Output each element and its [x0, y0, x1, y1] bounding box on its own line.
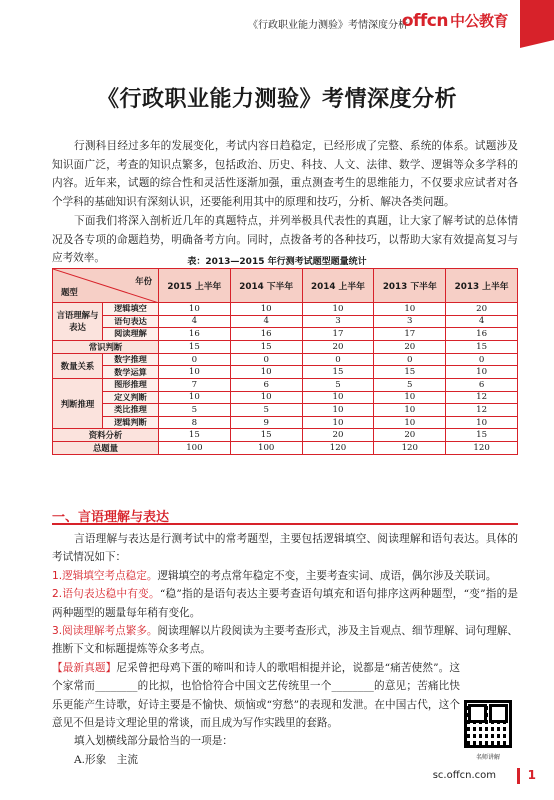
value-cell: 15 — [374, 366, 446, 379]
value-cell: 120 — [374, 442, 446, 455]
value-cell: 20 — [302, 340, 374, 353]
category-cell: 判断推理 — [53, 378, 103, 428]
value-cell: 10 — [230, 303, 302, 316]
footer-divider — [517, 768, 520, 784]
point-lead: 3.阅读理解考点繁多。 — [52, 625, 158, 638]
corner-year-label: 年份 — [135, 276, 152, 286]
table-body — [53, 303, 518, 455]
table-row — [53, 429, 518, 442]
value-cell: 0 — [446, 353, 518, 366]
column-header: 2014 下半年 — [230, 269, 302, 303]
qr-code[interactable] — [464, 700, 512, 748]
category-cell: 资料分析 — [53, 429, 159, 442]
value-cell: 6 — [230, 378, 302, 391]
value-cell: 10 — [446, 416, 518, 429]
section-heading-bar — [52, 503, 518, 525]
value-cell: 10 — [230, 366, 302, 379]
corner-type-label: 题型 — [61, 287, 78, 297]
subtype-cell: 数字推理 — [103, 353, 159, 366]
logo-cn: 中公教育 — [449, 12, 508, 30]
subtype-cell: 逻辑填空 — [103, 303, 159, 316]
value-cell: 0 — [302, 353, 374, 366]
value-cell: 6 — [446, 378, 518, 391]
value-cell: 15 — [446, 429, 518, 442]
table-row — [53, 442, 518, 455]
value-cell: 4 — [446, 315, 518, 328]
value-cell: 17 — [302, 328, 374, 341]
category-cell: 常识判断 — [53, 340, 159, 353]
value-cell: 4 — [159, 315, 231, 328]
intro-paragraph-1: 行测科目经过多年的发展变化，考试内容日趋稳定，已经形成了完整、系统的体系。试题涉及知识面广泛，考查的知识点繁多，包括政治、历史、科技、人文、法律、数学、逻辑等众多学科的内容。近年来，试题的综合性和灵活性逐渐加强，重点测查考生的思维能力，不仅要求应试者对各个学科的基础知识有深刻认识，还要能利用其中的原理和技巧，分析、解决各类问题。 — [52, 140, 518, 208]
section-intro: 言语理解与表达是行测考试中的常考题型，主要包括逻辑填空、阅读理解和语句表达。具体的考试情况如下： — [52, 533, 518, 564]
value-cell: 9 — [230, 416, 302, 429]
value-cell: 100 — [230, 442, 302, 455]
value-cell: 12 — [446, 404, 518, 417]
value-cell: 10 — [159, 366, 231, 379]
subtype-cell: 类比推理 — [103, 404, 159, 417]
value-cell: 10 — [374, 303, 446, 316]
value-cell: 120 — [446, 442, 518, 455]
table-row — [53, 303, 518, 316]
value-cell: 10 — [302, 303, 374, 316]
point-lead: 1.逻辑填空考点稳定。 — [52, 569, 158, 582]
value-cell: 8 — [159, 416, 231, 429]
header-corner-tab — [520, 0, 554, 40]
category-cell: 数量关系 — [53, 353, 103, 378]
footer-url[interactable]: sc.offcn.com — [432, 770, 496, 781]
table-row — [53, 391, 518, 404]
page-title: 《行政职业能力测验》考情深度分析 — [96, 87, 457, 112]
value-cell: 15 — [159, 340, 231, 353]
point-text: 阅读理解以片段阅读为主要考查形式，涉及主旨观点、细节理解、词句理解、推断下文和标题提炼等众多考点。 — [52, 625, 519, 656]
point-lead: 2.语句表达稳中有变。 — [52, 588, 160, 601]
value-cell: 10 — [374, 391, 446, 404]
offcn-logo — [402, 10, 508, 31]
value-cell: 10 — [159, 303, 231, 316]
value-cell: 10 — [446, 366, 518, 379]
value-cell: 16 — [446, 328, 518, 341]
table-row — [53, 378, 518, 391]
column-header: 2015 上半年 — [159, 269, 231, 303]
table-row — [53, 328, 518, 341]
value-cell: 15 — [230, 340, 302, 353]
table-caption: 表：2013—2015 年行测考试题型题量统计 — [187, 257, 367, 267]
value-cell: 4 — [230, 315, 302, 328]
table-row — [53, 315, 518, 328]
value-cell: 5 — [302, 378, 374, 391]
value-cell: 10 — [302, 416, 374, 429]
value-cell: 15 — [446, 340, 518, 353]
table-corner-cell — [53, 269, 159, 303]
subtype-cell: 语句表达 — [103, 315, 159, 328]
value-cell: 17 — [374, 328, 446, 341]
subtype-cell: 数学运算 — [103, 366, 159, 379]
column-header: 2013 下半年 — [374, 269, 446, 303]
value-cell: 5 — [230, 404, 302, 417]
running-title: 《行政职业能力测验》考情深度分析 — [248, 20, 408, 31]
column-header: 2013 上半年 — [446, 269, 518, 303]
table-row — [53, 416, 518, 429]
value-cell: 12 — [446, 391, 518, 404]
page-header — [0, 0, 554, 46]
table-row — [53, 366, 518, 379]
category-cell: 言语理解与表达 — [53, 303, 103, 341]
value-cell: 10 — [374, 404, 446, 417]
point-3 — [52, 622, 518, 659]
value-cell: 15 — [230, 429, 302, 442]
value-cell: 20 — [302, 429, 374, 442]
value-cell: 120 — [302, 442, 374, 455]
intro-paragraph-2: 下面我们将深入剖析近几年的真题特点，并列举极具代表性的真题，让大家了解考试的总体情况及各专项的命题趋势，明确备考方向。同时，点拨备考的各种技巧，以帮助大家有效提高复习与应考效率。 — [52, 215, 518, 264]
value-cell: 10 — [374, 416, 446, 429]
point-text: 逻辑填空的考点常年稳定不变，主要考查实词、成语，偶尔涉及关联词。 — [157, 569, 497, 582]
value-cell: 16 — [230, 328, 302, 341]
value-cell: 0 — [230, 353, 302, 366]
value-cell: 15 — [159, 429, 231, 442]
subtype-cell: 图形推理 — [103, 378, 159, 391]
point-text: “稳”指的是语句表达主要考查语句填充和语句排序这两种题型，“变”指的是两种题型的题量每年稍有变化。 — [52, 588, 519, 619]
question-prompt: 填入划横线部分最恰当的一项是： — [74, 735, 233, 748]
logo-latin: offcn — [401, 11, 448, 31]
value-cell: 16 — [159, 328, 231, 341]
page-number: 1 — [527, 768, 536, 782]
example-text: 尼采曾把母鸡下蛋的啼叫和诗人的歌唱相提并论，说都是“痛苦使然”。这个家常而________的比拟，也恰恰符合中国文艺传统里一个________的意见；苦痛比快乐更能产生诗歌，好诗主要是不愉快、烦恼或“穷愁”的表现和发泄。在中国古代，这个意见不但是诗文理论里的常谈，而且成为写作实践里的套路。 — [52, 661, 460, 730]
table-row — [53, 404, 518, 417]
example-question — [52, 659, 518, 733]
value-cell: 20 — [374, 340, 446, 353]
value-cell: 15 — [302, 366, 374, 379]
question-count-table — [52, 268, 518, 455]
example-tag: 【最新真题】 — [52, 661, 117, 674]
subtype-cell: 阅读理解 — [103, 328, 159, 341]
column-header: 2014 上半年 — [302, 269, 374, 303]
option-a: A.形象 主流 — [74, 753, 138, 766]
value-cell: 20 — [446, 303, 518, 316]
table-row — [53, 353, 518, 366]
point-2 — [52, 585, 518, 622]
qr-label: 名师讲解 — [475, 754, 500, 761]
value-cell: 5 — [374, 378, 446, 391]
value-cell: 20 — [374, 429, 446, 442]
value-cell: 0 — [159, 353, 231, 366]
value-cell: 10 — [302, 391, 374, 404]
value-cell: 10 — [302, 404, 374, 417]
value-cell: 5 — [159, 404, 231, 417]
value-cell: 100 — [159, 442, 231, 455]
point-1 — [52, 567, 518, 585]
value-cell: 3 — [374, 315, 446, 328]
value-cell: 3 — [302, 315, 374, 328]
section-title: 一、言语理解与表达 — [52, 510, 170, 525]
table-header-row — [53, 269, 518, 303]
subtype-cell: 定义判断 — [103, 391, 159, 404]
table-row — [53, 340, 518, 353]
value-cell: 7 — [159, 378, 231, 391]
category-cell: 总题量 — [53, 442, 159, 455]
value-cell: 10 — [230, 391, 302, 404]
value-cell: 10 — [159, 391, 231, 404]
section-body — [52, 530, 518, 769]
value-cell: 0 — [374, 353, 446, 366]
subtype-cell: 逻辑判断 — [103, 416, 159, 429]
